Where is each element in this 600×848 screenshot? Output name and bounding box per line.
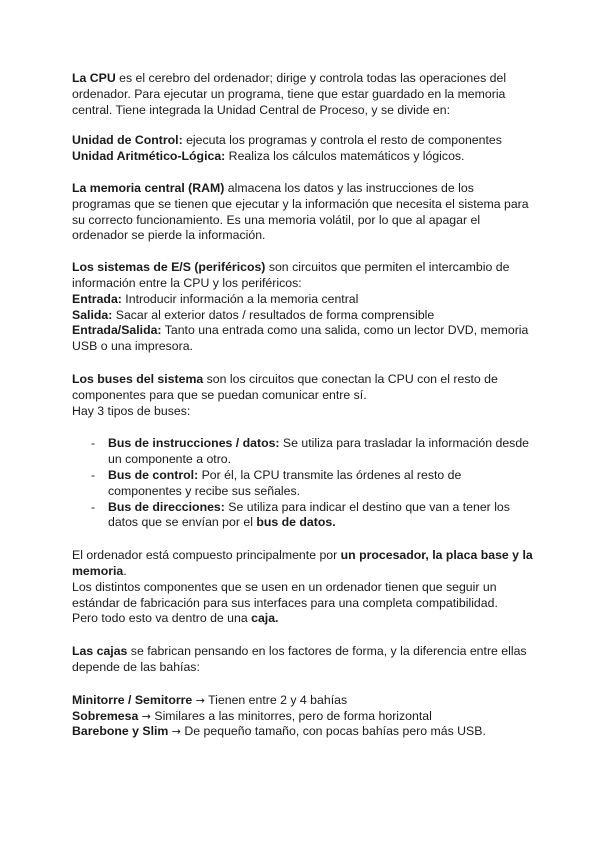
computer-paragraph bbox=[72, 548, 534, 580]
computer-intro: El ordenador está compuesto principalmente por bbox=[72, 548, 341, 563]
io-item-inout bbox=[72, 323, 534, 355]
document-page bbox=[72, 71, 534, 740]
computer-case-line bbox=[72, 611, 534, 627]
bus-bold-end: bus de datos. bbox=[256, 515, 336, 530]
arrow-right-icon: → bbox=[171, 725, 181, 739]
cases-paragraph bbox=[72, 644, 534, 676]
case-type-desktop bbox=[72, 709, 534, 725]
io-item-text: Sacar al exterior datos / resultados de forma comprensible bbox=[112, 307, 435, 322]
ram-paragraph bbox=[72, 181, 534, 244]
buses-count: Hay 3 tipos de buses: bbox=[72, 403, 191, 418]
unit-control-title: Unidad de Control: bbox=[72, 133, 183, 148]
unit-alu-title: Unidad Aritmético-Lógica: bbox=[72, 149, 226, 164]
io-item-output bbox=[72, 308, 534, 324]
io-text: son circuitos que permiten el intercambio de información entre la CPU y los periféricos: bbox=[72, 260, 510, 290]
bus-text: Por él, la CPU transmite las órdenes al resto de componentes y recibe sus señales. bbox=[108, 467, 462, 498]
list-item bbox=[72, 468, 534, 500]
cpu-paragraph bbox=[72, 71, 534, 118]
computer-end: . bbox=[123, 563, 127, 578]
case-line-bold: caja. bbox=[251, 611, 279, 626]
cases-text: se fabrican pensando en los factores de forma, y la diferencia entre ellas depende de las bahías: bbox=[72, 644, 527, 674]
io-paragraph bbox=[72, 260, 534, 292]
io-item-title: Entrada: bbox=[72, 291, 122, 306]
io-item-input bbox=[72, 292, 534, 308]
unit-alu bbox=[72, 149, 534, 165]
unit-control-text: ejecuta los programas y controla el resto de componentes bbox=[182, 133, 502, 148]
io-item-text: Introducir información a la memoria central bbox=[121, 291, 359, 306]
bullet-dash: - bbox=[91, 436, 96, 451]
buses-paragraph bbox=[72, 372, 534, 404]
case-type-name: Minitorre / Semitorre bbox=[72, 692, 193, 707]
bus-text: Se utiliza para trasladar la información desde un componente a otro. bbox=[108, 436, 530, 467]
cpu-text: es el cerebro del ordenador; dirige y controla todas las operaciones del ordenador. Para ejecutar un programa, tiene que estar guardado en la memoria central. Tiene integrada la Unidad Central de Proceso, y se divide en: bbox=[72, 71, 507, 117]
buses-text: son los circuitos que conectan la CPU con el resto de componentes para que se puedan comunicar entre sí. bbox=[72, 371, 498, 402]
case-type-minitower bbox=[72, 693, 534, 709]
io-item-title: Salida: bbox=[72, 307, 113, 322]
case-type-name: Sobremesa bbox=[72, 708, 139, 723]
arrow-right-icon: → bbox=[195, 693, 205, 707]
unit-control bbox=[72, 133, 534, 149]
case-type-text: Tienen entre 2 y 4 bahías bbox=[204, 692, 348, 707]
bullet-dash: - bbox=[91, 499, 96, 514]
case-type-text: Similares a las minitorres, pero de forma horizontal bbox=[150, 708, 432, 723]
io-item-title: Entrada/Salida: bbox=[72, 323, 162, 338]
bus-list bbox=[72, 436, 534, 531]
buses-title: Los buses del sistema bbox=[72, 371, 204, 386]
io-item-text: Tanto una entrada como una salida, como un lector DVD, memoria USB o una impresora. bbox=[72, 323, 529, 354]
case-type-barebone bbox=[72, 724, 534, 740]
arrow-right-icon: → bbox=[141, 709, 151, 723]
ram-text: almacena los datos y las instrucciones de los programas que se tienen que ejecutar y la información que necesita el sistema para su correcto funcionamiento. Es una memoria volátil, por lo que al apagar el ordenador se pierde la información. bbox=[72, 180, 529, 243]
bus-text: Se utiliza para indicar el destino que van a tener los datos que se envían por el bbox=[108, 499, 510, 530]
case-type-name: Barebone y Slim bbox=[72, 724, 169, 739]
io-title: Los sistemas de E/S (periféricos) bbox=[72, 260, 266, 275]
bus-title: Bus de control: bbox=[108, 467, 199, 482]
case-line-text: Pero todo esto va dentro de una bbox=[72, 611, 252, 626]
bullet-dash: - bbox=[91, 467, 96, 482]
bus-title: Bus de direcciones: bbox=[108, 499, 225, 514]
unit-alu-text: Realiza los cálculos matemáticos y lógicos. bbox=[225, 149, 465, 164]
list-item bbox=[72, 500, 534, 532]
cases-title: Las cajas bbox=[72, 644, 128, 659]
case-type-text: De pequeño tamaño, con pocas bahías pero más USB. bbox=[181, 724, 486, 739]
computer-standard: Los distintos componentes que se usen en un ordenador tienen que seguir un estándar de fabricación para sus interfaces para una completa compatibilidad. bbox=[72, 579, 498, 610]
computer-bold: un procesador, la placa base y la memoria bbox=[72, 548, 533, 578]
cpu-title: La CPU bbox=[72, 71, 116, 85]
bus-title: Bus de instrucciones / datos: bbox=[108, 436, 280, 451]
ram-title: La memoria central (RAM) bbox=[72, 180, 225, 195]
list-item bbox=[72, 436, 534, 468]
